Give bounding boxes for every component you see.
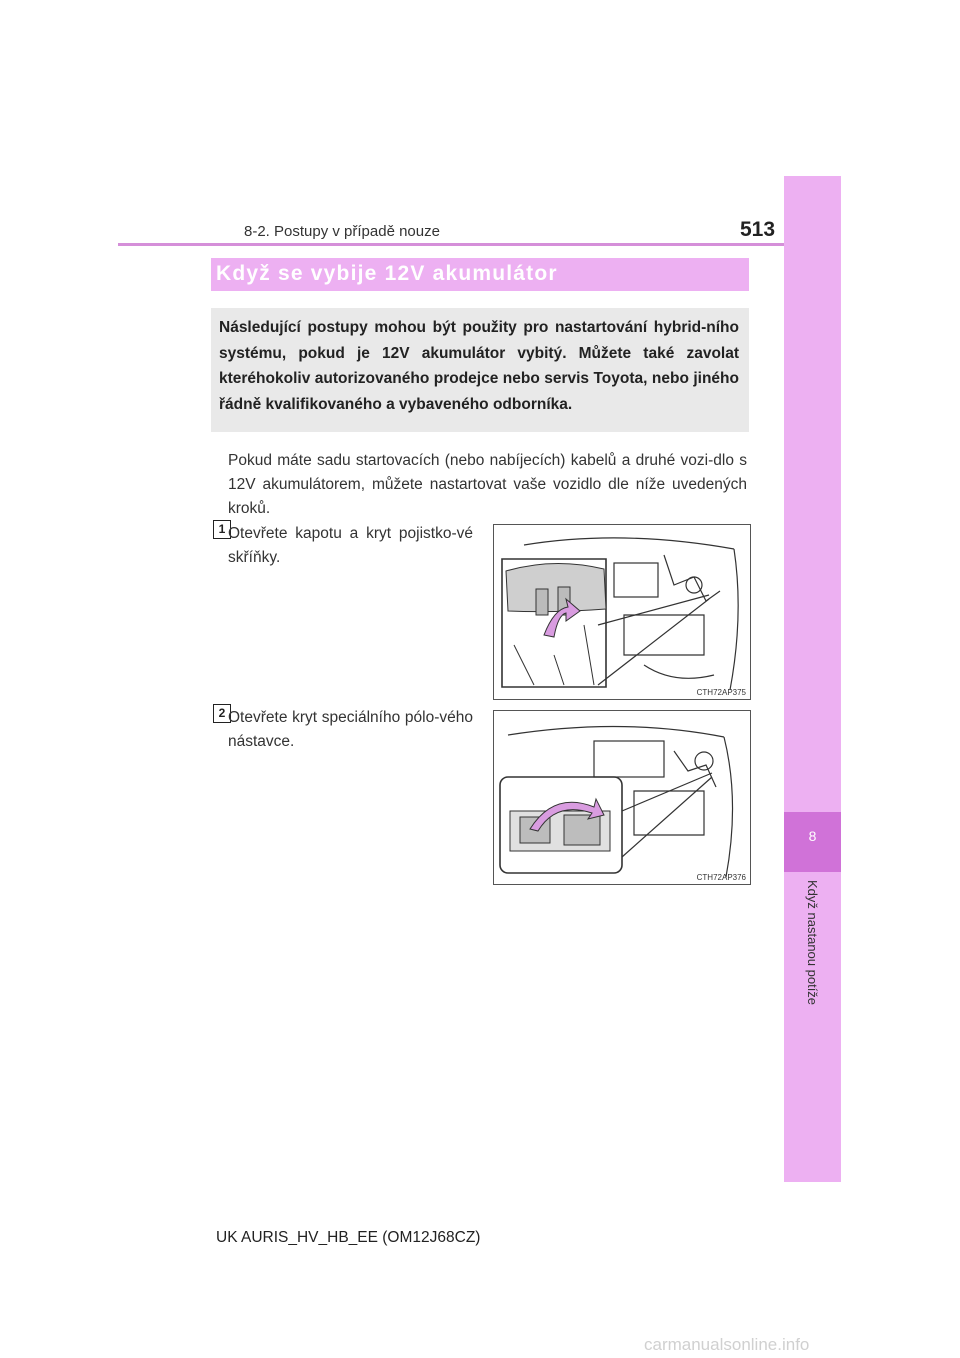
footer-model-code: UK AURIS_HV_HB_EE (OM12J68CZ)	[216, 1229, 481, 1246]
body-paragraph: Pokud máte sadu startovacích (nebo nabíjecích) kabelů a druhé vozi-dlo s 12V akumulátorem, můžete nastartovat vaše vozidlo dle níže uvedených kroků.	[228, 452, 747, 517]
engine-bay-illustration-2	[494, 711, 750, 884]
step-2-figure	[493, 710, 751, 885]
engine-bay-illustration-1	[494, 525, 750, 699]
step-1-text: Otevřete kapotu a kryt pojistko-vé skříňky.	[228, 525, 473, 566]
step-1-figure	[493, 524, 751, 700]
chapter-number: 8	[808, 828, 817, 844]
watermark: carmanualsonline.info	[644, 1335, 810, 1354]
step-1-badge: 1	[213, 520, 231, 539]
step-2-badge: 2	[213, 704, 231, 723]
header-divider	[118, 243, 841, 246]
chapter-title: Když nastanou potíže	[805, 880, 820, 1006]
figure-code-1: CTH72AP375	[696, 688, 746, 697]
section-title: 8-2. Postupy v případě nouze	[244, 223, 440, 240]
step-2-text: Otevřete kryt speciálního pólo-vého nástavce.	[228, 709, 473, 750]
page-title: Když se vybije 12V akumulátor	[216, 262, 558, 285]
page-number: 513	[740, 218, 776, 241]
intro-text: Následující postupy mohou být použity pro nastartování hybrid-ního systému, pokud je 12V akumulátor vybitý. Můžete také zavolat kteréhokoliv autorizovaného prodejce nebo servis Toyota, nebo jiného řádně kvalifikovaného a vybaveného odborníka.	[219, 319, 739, 413]
figure-code-2: CTH72AP376	[696, 873, 746, 882]
